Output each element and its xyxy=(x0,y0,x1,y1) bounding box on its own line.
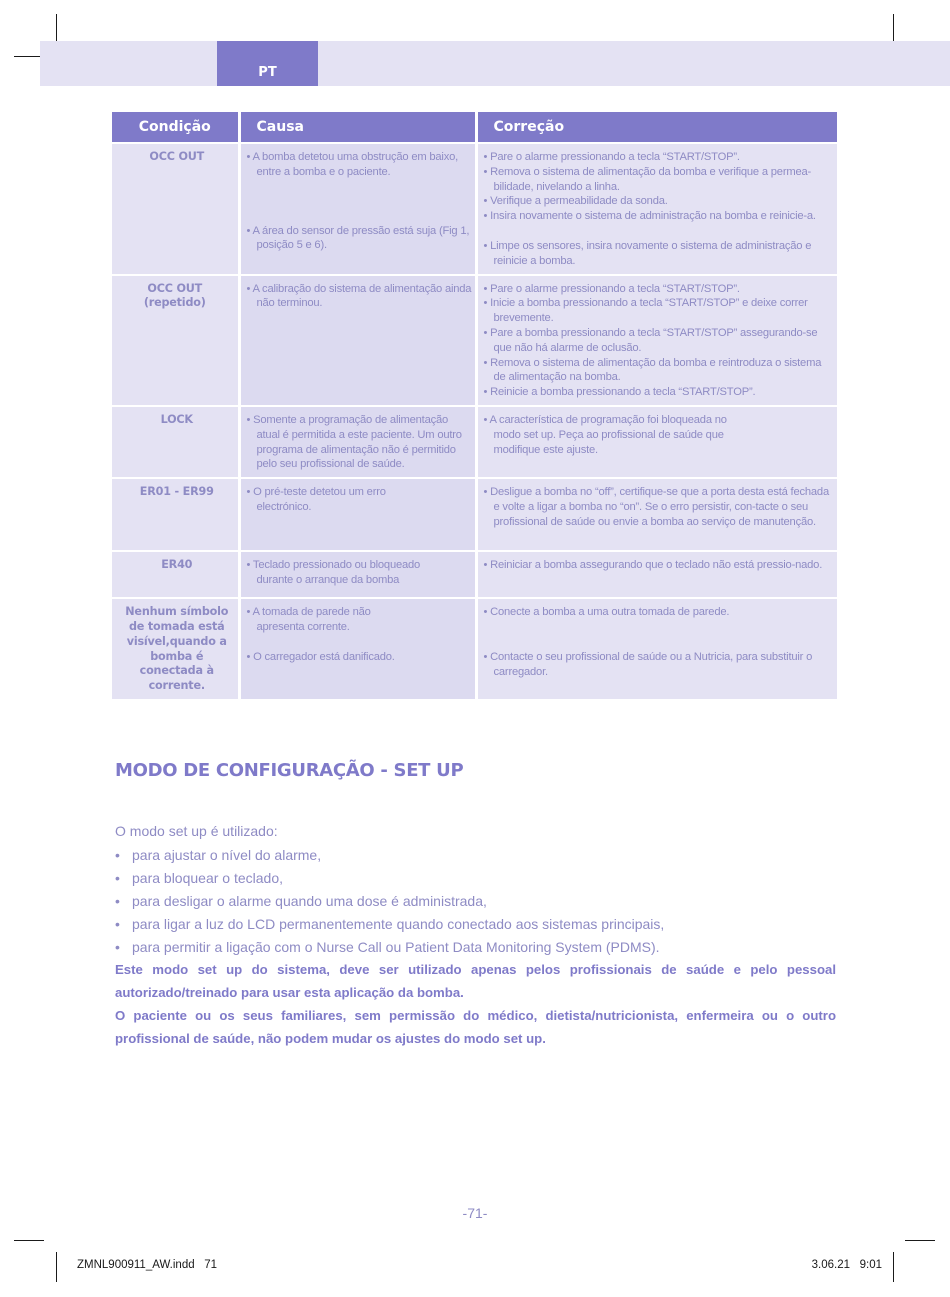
warning-paragraph: Este modo set up do sistema, deve ser utilizado apenas pelos profissionais de saúde e pelo pessoal autorizado/treinado para usar esta aplicação da bomba. xyxy=(115,962,836,1000)
correction-item: • Inicie a bomba pressionando a tecla “START/STOP” e deixe correr brevemente. xyxy=(483,297,808,325)
column-header-correction: Correção xyxy=(476,112,837,143)
correction-item: • Pare o alarme pressionando a tecla “START/STOP”. xyxy=(483,151,740,163)
list-item: • para ligar a luz do LCD permanentemente quando conectado aos sistemas principais, xyxy=(115,916,665,932)
cause-item: • A bomba detetou uma obstrução em baixo, entre a bomba e o paciente. xyxy=(246,151,459,178)
cause-item: • Somente a programação de alimentação atual é permitida a este paciente. Um outro programa de alimentação não é permitido pelo seu profissional de saúde. xyxy=(246,413,462,471)
correction-item: • Reinicie a bomba pressionando a tecla “START/STOP”. xyxy=(483,386,756,399)
table-row xyxy=(112,551,837,598)
cause-cell xyxy=(239,478,476,551)
correction-cell xyxy=(476,598,837,699)
correction-item: • Contacte o seu profissional de saúde ou a Nutricia, para substituir o carregador. xyxy=(483,650,813,678)
language-tab xyxy=(217,41,318,86)
correction-item: • Pare a bomba pressionando a tecla “START/STOP” assegurando-se que não há alarme de oclusão. xyxy=(483,326,818,354)
correction-cell xyxy=(476,551,837,598)
table-row xyxy=(112,406,837,478)
correction-item: • A característica de programação foi bloqueada no modo set up. Peça ao profissional de saúde que modifique este ajuste. xyxy=(483,413,727,456)
section-title: MODO DE CONFIGURAÇÃO - SET UP xyxy=(115,760,464,781)
cause-item: • Teclado pressionado ou bloqueado durante o arranque da bomba xyxy=(246,559,421,586)
cause-cell xyxy=(239,406,476,478)
cause-item: • A calibração do sistema de alimentação ainda não terminou. xyxy=(246,282,472,310)
correction-cell xyxy=(476,478,837,551)
warning-paragraph: O paciente ou os seus familiares, sem permissão do médico, dietista/nutricionista, enfermeira ou o outro profissional de saúde, não podem mudar os ajustes do modo set up. xyxy=(115,1008,836,1046)
list-item-text: para ajustar o nível do alarme, xyxy=(132,847,322,863)
list-item: • para ajustar o nível do alarme, xyxy=(115,847,322,863)
column-header-cause: Causa xyxy=(239,112,476,143)
column-header-condition: Condição xyxy=(112,112,239,143)
list-item: • para permitir a ligação com o Nurse Call ou Patient Data Monitoring System (PDMS). xyxy=(115,939,660,955)
troubleshooting-table xyxy=(112,112,837,699)
correction-item: • Remova o sistema de alimentação da bomba e verifique a permea-bilidade, nivelando a linha. xyxy=(483,165,812,193)
cause-item: • O carregador está danificado. xyxy=(246,650,395,663)
crop-mark xyxy=(893,1252,894,1282)
list-item-text: para desligar o alarme quando uma dose é administrada, xyxy=(132,893,487,909)
cause-item: • O pré-teste detetou um erro electrónico. xyxy=(246,486,386,513)
condition-cell: OCC OUT xyxy=(112,143,239,275)
list-item-text: para ligar a luz do LCD permanentemente quando conectado aos sistemas principais, xyxy=(132,916,665,932)
cause-cell xyxy=(239,143,476,275)
condition-cell: OCC OUT (repetido) xyxy=(112,275,239,406)
correction-item: • Pare o alarme pressionando a tecla “START/STOP”. xyxy=(483,282,740,295)
cause-cell xyxy=(239,551,476,598)
crop-mark xyxy=(893,14,894,44)
setup-uses-list xyxy=(115,846,664,961)
crop-mark xyxy=(14,1240,44,1241)
table-row xyxy=(112,275,837,406)
correction-item: • Insira novamente o sistema de administração na bomba e reinicie-a. xyxy=(483,210,816,223)
correction-cell xyxy=(476,275,837,406)
file-slug: ZMNL900911_AW.indd 71 xyxy=(77,1259,217,1271)
cause-item: • A tomada de parede não apresenta corrente. xyxy=(246,606,371,633)
correction-item: • Limpe os sensores, insira novamente o sistema de administração e reinicie a bomba. xyxy=(483,239,812,267)
list-item-text: para permitir a ligação com o Nurse Call ou Patient Data Monitoring System (PDMS). xyxy=(132,939,660,955)
intro-text: O modo set up é utilizado: xyxy=(115,823,278,839)
correction-item: • Desligue a bomba no “off”, certifique-se que a porta desta está fechada e volte a ligar a bomba no “on”. Se o erro persistir, con-tacte o seu profissional de saúde ou envie a bomba ao serviço de manutenção. xyxy=(483,486,829,528)
header-band xyxy=(40,41,950,86)
crop-mark xyxy=(56,1252,57,1282)
correction-cell xyxy=(476,406,837,478)
correction-item: • Remova o sistema de alimentação da bomba e reintroduza o sistema de alimentação na bomba. xyxy=(483,356,822,384)
cause-cell xyxy=(239,275,476,406)
condition-cell: ER40 xyxy=(112,551,239,598)
table-row xyxy=(112,478,837,551)
page-number: -71- xyxy=(462,1205,488,1221)
list-item-text: para bloquear o teclado, xyxy=(132,870,283,886)
condition-cell: LOCK xyxy=(112,406,239,478)
correction-item: • Reiniciar a bomba assegurando que o teclado não está pressio-nado. xyxy=(483,559,823,572)
condition-cell: Nenhum símbolo de tomada está visível,quando a bomba é conectada à corrente. xyxy=(112,598,239,699)
condition-cell: ER01 - ER99 xyxy=(112,478,239,551)
date-slug: 3.06.21 9:01 xyxy=(811,1259,882,1271)
cause-item: • A área do sensor de pressão está suja (Fig 1, posição 5 e 6). xyxy=(246,224,470,252)
crop-mark xyxy=(905,1240,935,1241)
correction-item: • Verifique a permeabilidade da sonda. xyxy=(483,195,668,208)
table-row xyxy=(112,598,837,699)
list-item: • para desligar o alarme quando uma dose é administrada, xyxy=(115,893,487,909)
crop-mark xyxy=(56,14,57,44)
language-label: PT xyxy=(258,65,277,80)
correction-cell xyxy=(476,143,837,275)
list-item: • para bloquear o teclado, xyxy=(115,870,283,886)
cause-cell xyxy=(239,598,476,699)
table-row xyxy=(112,143,837,275)
correction-item: • Conecte a bomba a uma outra tomada de parede. xyxy=(483,606,730,619)
